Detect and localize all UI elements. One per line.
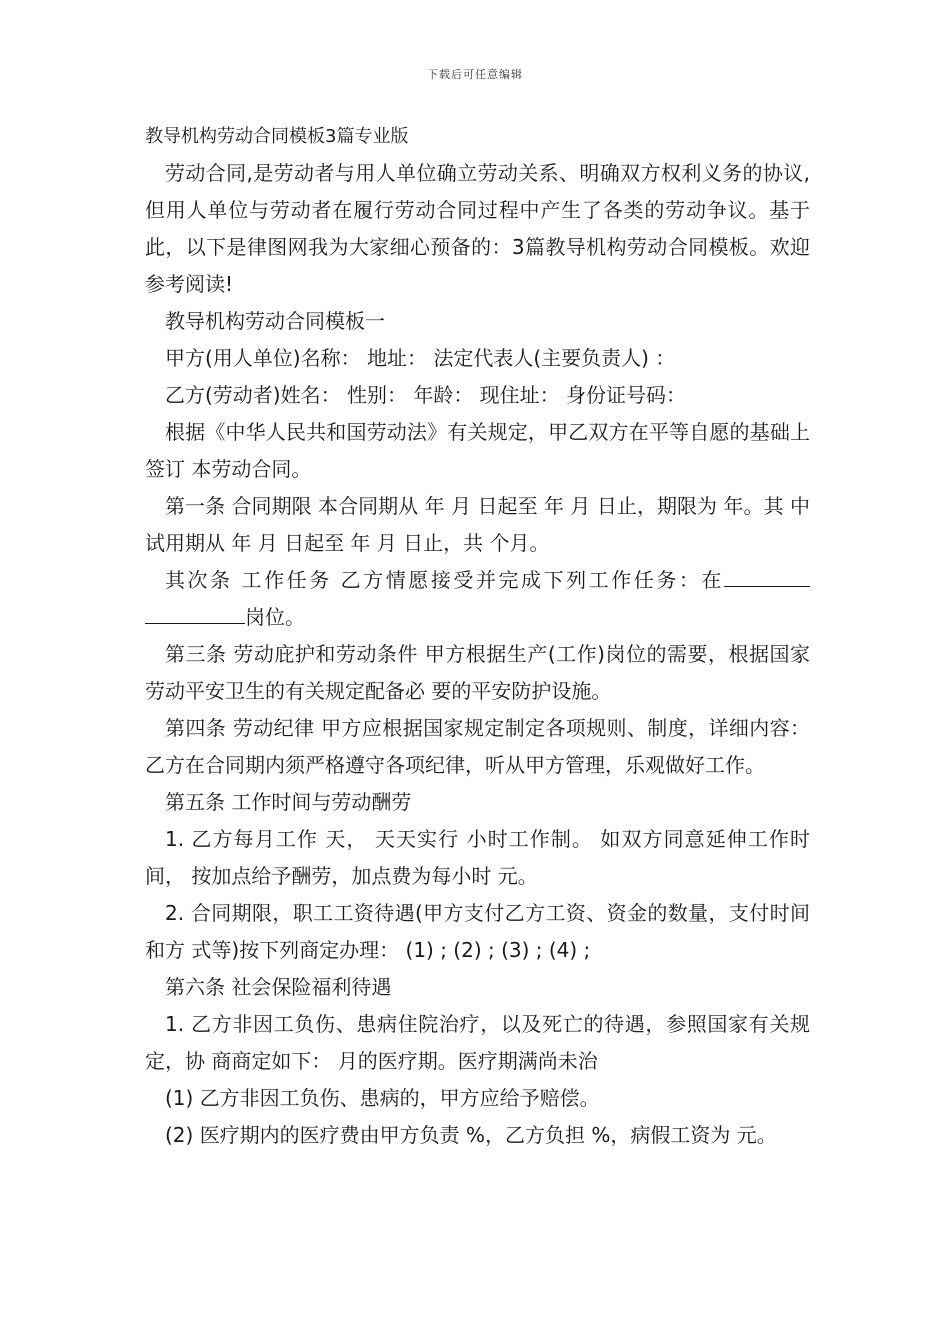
paragraph-article-2 bbox=[145, 562, 810, 636]
header-note: 下载后可任意编辑 bbox=[427, 68, 523, 81]
paragraph-article-5-item-2: 2. 合同期限，职工工资待遇(甲方支付乙方工资、资金的数量，支付时间和方 式等)按下列商定办理： (1) ; (2) ; (3) ; (4) ; bbox=[145, 901, 810, 962]
paragraph-article-5: 第五条 工作时间与劳动酬劳 bbox=[165, 790, 412, 814]
article-2-suffix: 岗位。 bbox=[245, 605, 305, 629]
paragraph-article-4: 第四条 劳动纪律 甲方应根据国家规定制定各项规则、制度，详细内容： 乙方在合同期内须严格遵守各项纪律，听从甲方管理，乐观做好工作。 bbox=[145, 716, 810, 777]
paragraph-basis: 根据《中华人民共和国劳动法》有关规定，甲乙双方在平等自愿的基础上签订 本劳动合同。 bbox=[145, 420, 810, 481]
paragraph-article-5-item-1: 1. 乙方每月工作 天， 天天实行 小时工作制。 如双方同意延伸工作时间， 按加点给予酬劳，加点费为每小时 元。 bbox=[145, 827, 810, 888]
paragraph-article-3: 第三条 劳动庇护和劳动条件 甲方根据生产(工作)岗位的需要，根据国家劳动平安卫生的有关规定配备必 要的平安防护设施。 bbox=[145, 642, 810, 703]
article-2-text: 其次条 工作任务 乙方情愿接受并完成下列工作任务：在 bbox=[165, 568, 724, 592]
paragraph-article-6-sub-2: (2) 医疗期内的医疗费由甲方负责 %，乙方负担 %，病假工资为 元。 bbox=[165, 1123, 777, 1147]
paragraph-party-b: 乙方(劳动者)姓名： 性别： 年龄： 现住址： 身份证号码： bbox=[165, 383, 687, 407]
paragraph-article-6-item-1: 1. 乙方非因工负伤、患病住院治疗，以及死亡的待遇，参照国家有关规定，协 商商定如下： 月的医疗期。医疗期满尚未治 bbox=[145, 1012, 810, 1073]
document-title: 教导机构劳动合同模板3篇专业版 bbox=[145, 126, 409, 147]
fill-blank bbox=[724, 566, 810, 587]
paragraph-article-1: 第一条 合同期限 本合同期从 年 月 日起至 年 月 日止，期限为 年。其 中试用期从 年 月 日起至 年 月 日止，共 个月。 bbox=[145, 494, 810, 555]
paragraph-article-6-sub-1: (1) 乙方非因工负伤、患病的，甲方应给予赔偿。 bbox=[165, 1086, 600, 1110]
paragraph-section-heading: 教导机构劳动合同模板一 bbox=[165, 309, 385, 333]
paragraph-article-6: 第六条 社会保险福利待遇 bbox=[165, 975, 392, 999]
paragraph-intro: 劳动合同,是劳动者与用人单位确立劳动关系、明确双方权利义务的协议,但用人单位与劳动者在履行劳动合同过程中产生了各类的劳动争议。基于此，以下是律图网我为大家细心预备的：3篇教导机构劳动合同模板。欢迎参考阅读! bbox=[145, 161, 810, 296]
fill-blank bbox=[145, 603, 245, 624]
document-body bbox=[145, 118, 810, 1154]
paragraph-party-a: 甲方(用人单位)名称： 地址： 法定代表人(主要负责人) ： bbox=[165, 346, 676, 370]
